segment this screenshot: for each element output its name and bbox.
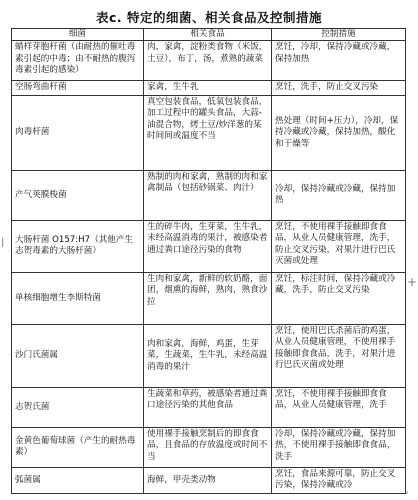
cell-foods: 生肉和家禽，新鲜的软奶酪，面团，烟熏的海鲜，熟肉，熟食沙拉 (144, 272, 272, 324)
cell-controls: 烹饪，标注时间，保持冷藏或冷藏，洗手，防止交叉污染 (272, 272, 406, 324)
cell-controls: 冷却，保持冷藏或冷藏，保持加热，不使用裸手接触即食食品，洗手 (272, 427, 406, 467)
cell-foods: 肉和家禽，海鲜，鸡蛋，生芽菜，生蔬菜，生牛乳，未经高温消毒的果汁 (144, 324, 272, 387)
table-row (12, 324, 406, 387)
cell-foods: 熟制的肉和家禽，熟制的肉和家禽制品（包括砂锅菜、肉汁） (144, 170, 272, 220)
left-margin-marker: | (1, 237, 5, 248)
table-row (12, 427, 406, 467)
header-bacteria: 细菌 (12, 29, 144, 41)
cell-controls: 烹饪，不使用裸手接触即食食品，从业人员健康管理，洗手 (272, 387, 406, 427)
add-icon[interactable]: + (407, 275, 418, 289)
table-row (12, 272, 406, 324)
cell-bacteria: 产气荚膜梭菌 (12, 170, 144, 220)
cell-foods: 使用裸手接触烹制后的即食食品，且食品的存放温度或时间不当 (144, 427, 272, 467)
header-foods: 相关食品 (144, 29, 272, 41)
corner-marker: ⌟ (404, 486, 409, 496)
cell-bacteria: 空肠弯曲杆菌 (12, 81, 144, 95)
cell-foods: 生的碎牛肉，生芽菜，生牛乳，未经高温消毒的果汁，被感染者通过粪口途径污染的食物 (144, 220, 272, 272)
bacteria-control-table (11, 28, 406, 494)
table-row (12, 170, 406, 220)
table-header-row (12, 29, 406, 41)
cell-bacteria: 志贺氏菌 (12, 387, 144, 427)
cell-bacteria: 弧菌属 (12, 467, 144, 493)
cell-controls: 冷却，保持冷藏或冷藏，保持加热 (272, 170, 406, 220)
header-controls: 控制措施 (272, 29, 406, 41)
table-row (12, 41, 406, 81)
cell-controls: 烹饪，洗手，防止交叉污染 (272, 81, 406, 95)
cell-foods: 家禽，生牛乳 (144, 81, 272, 95)
cell-controls: 烹饪，食品来源可靠，防止交叉污染，保持冷藏或冷 (272, 467, 406, 493)
table-row (12, 81, 406, 95)
cell-bacteria: 金黄色葡萄球菌（产生的耐热毒素） (12, 427, 144, 467)
cell-foods: 真空包装食品，低氧包装食品，加工过程中的罐头食品，大蒜-油混合物，烤土豆/炒洋葱的某时间间或温度不当 (144, 95, 272, 170)
cell-controls: 烹饪，使用巴氏杀菌后的鸡蛋，从业人员健康管理，不使用裸手接触即食食品，洗手，对果汁进行巴氏灭菌或处理 (272, 324, 406, 387)
cell-foods: 海鲜，甲壳类动物 (144, 467, 272, 493)
cell-bacteria: 大肠杆菌 O157:H7（其他产生志贺毒素的大肠杆菌） (12, 220, 144, 272)
cell-controls: 热处理（时间+压力），冷却，保持冷藏或冷藏，保持加热，酸化和干燥等 (272, 95, 406, 170)
table-row (12, 387, 406, 427)
cell-bacteria: 肉毒杆菌 (12, 95, 144, 170)
cell-controls: 烹饪，冷却，保持冷藏或冷藏，保持加热 (272, 41, 406, 81)
cell-bacteria: 单核细胞增生李斯特菌 (12, 272, 144, 324)
table-row (12, 220, 406, 272)
table-title: 表c. 特定的细菌、相关食品及控制措施 (95, 10, 322, 25)
cell-foods: 生蔬菜和草药，被感染者通过粪口途径污染的其他食品 (144, 387, 272, 427)
table-row (12, 467, 406, 493)
cell-bacteria: 蜡样芽胞杆菌（由耐热的催吐毒素引起的中毒；由不耐热的腹泻毒素引起的感染） (12, 41, 144, 81)
table-row (12, 95, 406, 170)
cell-bacteria: 沙门氏菌属 (12, 324, 144, 387)
cell-foods: 肉，家禽，淀粉类食物（米饭，土豆），布丁，汤，煮熟的蔬菜 (144, 41, 272, 81)
cell-controls: 烹饪，不使用裸手接触即食食品，从业人员健康管理，洗手，防止交叉污染，对果汁进行巴氏灭菌或处理 (272, 220, 406, 272)
